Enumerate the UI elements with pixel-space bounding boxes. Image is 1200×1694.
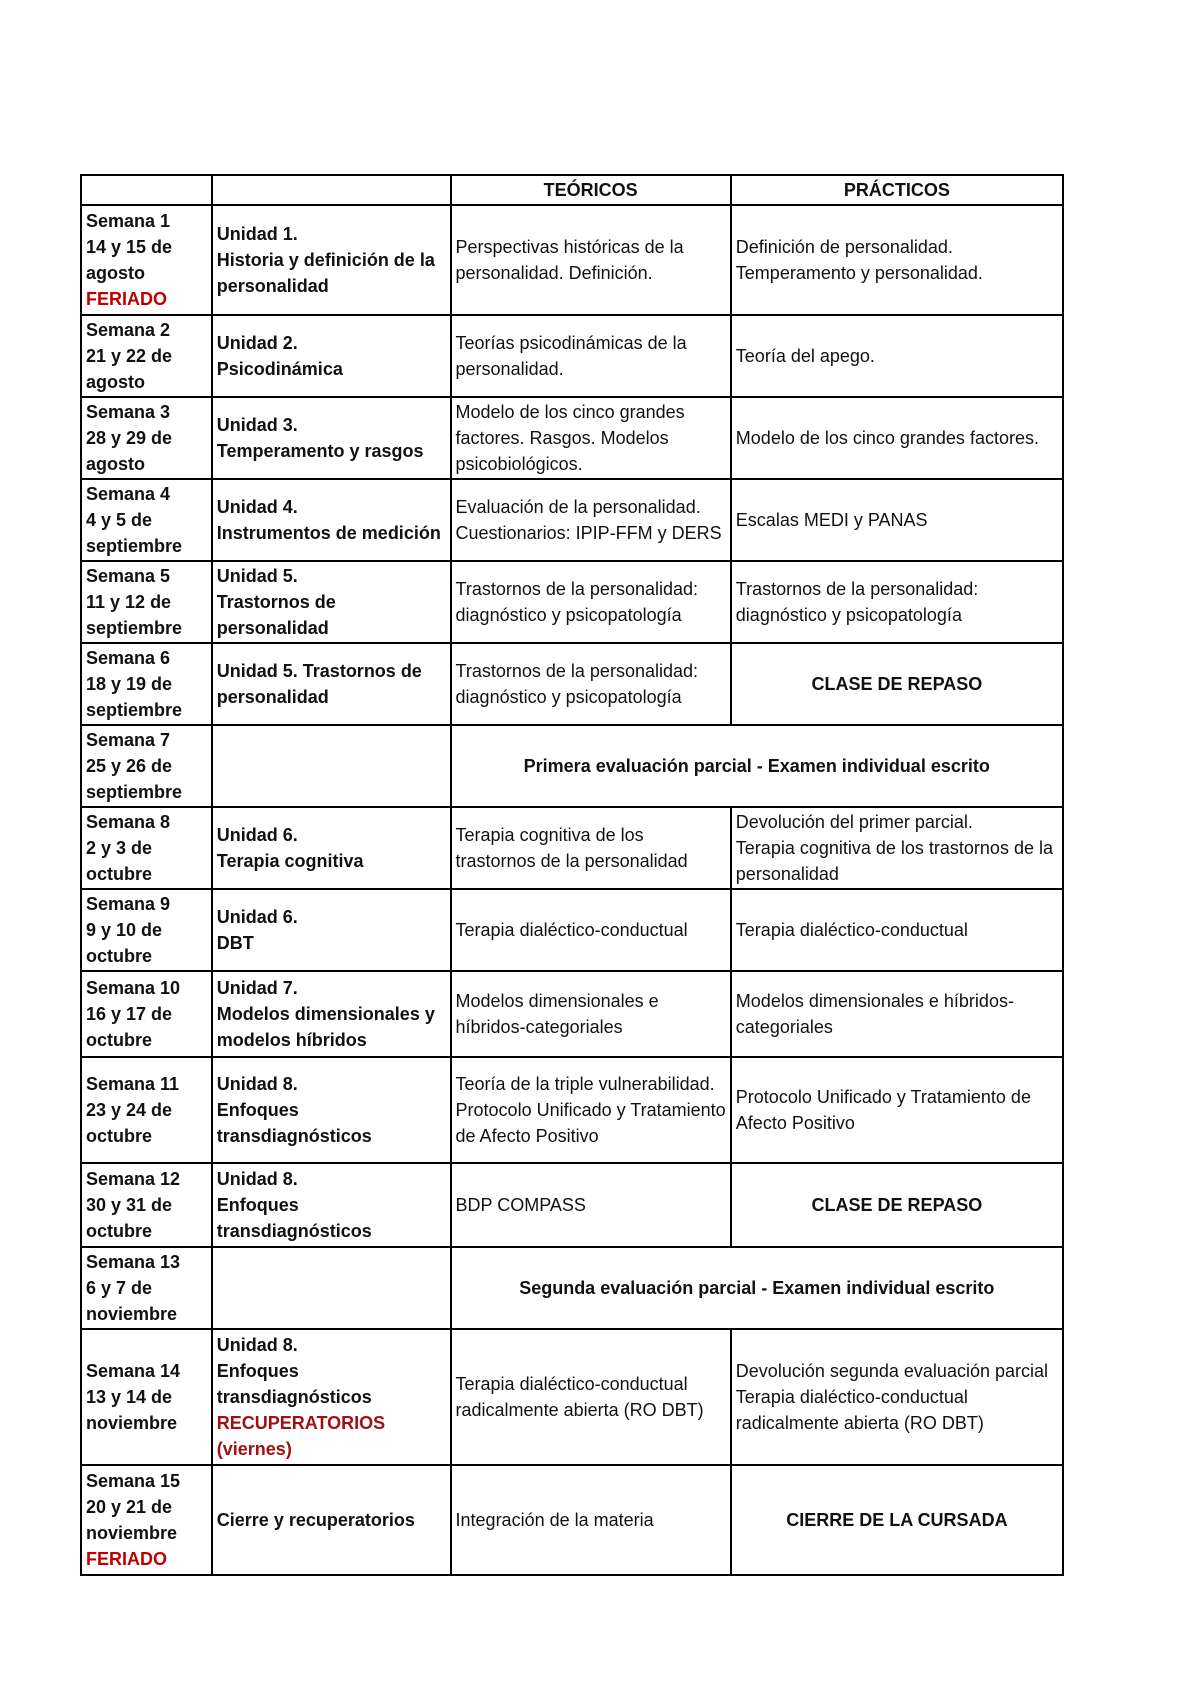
header-week-cell [81, 175, 212, 205]
unit-cell [212, 1329, 451, 1465]
week-label: Semana 5 [86, 566, 171, 586]
practico-cell [731, 807, 1063, 889]
practico-cell: Escalas MEDI y PANAS [731, 479, 1063, 561]
unit-name: Enfoques transdiagnósticos [216, 1361, 372, 1407]
unit-name: Enfoques transdiagnósticos [216, 1100, 372, 1146]
unit-cell [212, 561, 451, 643]
unit-title: Unidad 8. [216, 1169, 298, 1189]
unit-cell [212, 479, 451, 561]
week-label: Semana 1 [86, 211, 171, 231]
week-label: Semana 12 [86, 1169, 181, 1189]
unit-name: Temperamento y rasgos [216, 441, 424, 461]
practico-cell: CLASE DE REPASO [731, 643, 1063, 725]
table-row [81, 1057, 1063, 1163]
unit-title: Unidad 4. [216, 497, 298, 517]
header-unit-cell [212, 175, 451, 205]
unit-title: Unidad 6. [216, 907, 298, 927]
week-cell [81, 315, 212, 397]
practico-cell: Teoría del apego. [731, 315, 1063, 397]
week-cell [81, 479, 212, 561]
unit-title: Unidad 2. [216, 333, 298, 353]
table-row [81, 1329, 1063, 1465]
unit-name: Trastornos de personalidad [216, 592, 336, 638]
table-row [81, 205, 1063, 315]
week-cell [81, 807, 212, 889]
unit-cell [212, 725, 451, 807]
unit-cell [212, 971, 451, 1057]
practico-cell: Modelo de los cinco grandes factores. [731, 397, 1063, 479]
week-label: Semana 6 [86, 648, 171, 668]
table-row [81, 315, 1063, 397]
table-row [81, 1247, 1063, 1329]
table-row [81, 889, 1063, 971]
week-label: Semana 11 [86, 1074, 180, 1094]
table-row [81, 725, 1063, 807]
week-cell [81, 1247, 212, 1329]
unit-title: Unidad 8. [216, 1074, 298, 1094]
week-dates: 30 y 31 de octubre [86, 1195, 173, 1241]
week-dates: 25 y 26 de septiembre [86, 756, 183, 802]
schedule-table [80, 174, 1064, 1576]
teorico-cell: Trastornos de la personalidad: diagnóstico y psicopatología [451, 643, 731, 725]
table-row [81, 971, 1063, 1057]
unit-cell [212, 1465, 451, 1575]
unit-name: Terapia cognitiva [216, 851, 364, 871]
week-cell [81, 205, 212, 315]
table-row [81, 479, 1063, 561]
unit-cell [212, 315, 451, 397]
week-dates: 16 y 17 de octubre [86, 1004, 173, 1050]
unit-name: Instrumentos de medición [216, 523, 441, 543]
recuperatorios-note: RECUPERATORIOS (viernes) [216, 1413, 386, 1459]
week-cell [81, 889, 212, 971]
teorico-cell: Trastornos de la personalidad: diagnóstico y psicopatología [451, 561, 731, 643]
header-row [81, 175, 1063, 205]
week-dates: 14 y 15 de agosto [86, 237, 173, 283]
teorico-cell: Perspectivas históricas de la personalidad. Definición. [451, 205, 731, 315]
teorico-cell: Teoría de la triple vulnerabilidad. Protocolo Unificado y Tratamiento de Afecto Positivo [451, 1057, 731, 1163]
table-row [81, 807, 1063, 889]
holiday-note: FERIADO [86, 1549, 167, 1569]
practico-line: Devolución del primer parcial. [735, 812, 973, 832]
exam-cell: Primera evaluación parcial - Examen individual escrito [451, 725, 1063, 807]
practico-cell: Definición de personalidad. Temperamento y personalidad. [731, 205, 1063, 315]
practico-cell: Trastornos de la personalidad: diagnóstico y psicopatología [731, 561, 1063, 643]
week-cell [81, 1163, 212, 1247]
week-label: Semana 8 [86, 812, 171, 832]
table-row [81, 1465, 1063, 1575]
week-cell [81, 643, 212, 725]
week-dates: 21 y 22 de agosto [86, 346, 173, 392]
unit-title: Unidad 5. Trastornos de personalidad [216, 661, 422, 707]
practico-line: Devolución segunda evaluación parcial [735, 1361, 1049, 1381]
practico-cell [731, 1329, 1063, 1465]
week-dates: 2 y 3 de octubre [86, 838, 153, 884]
practico-cell: Modelos dimensionales e híbridos-categoriales [731, 971, 1063, 1057]
week-label: Semana 4 [86, 484, 171, 504]
week-label: Semana 2 [86, 320, 171, 340]
unit-name: Historia y definición de la personalidad [216, 250, 435, 296]
practico-line: Terapia cognitiva de los trastornos de la personalidad [735, 838, 1053, 884]
week-label: Semana 10 [86, 978, 181, 998]
week-cell [81, 725, 212, 807]
header-practicos: PRÁCTICOS [731, 175, 1063, 205]
unit-title: Unidad 3. [216, 415, 298, 435]
week-dates: 23 y 24 de octubre [86, 1100, 173, 1146]
teorico-cell: Modelo de los cinco grandes factores. Rasgos. Modelos psicobiológicos. [451, 397, 731, 479]
week-dates: 20 y 21 de noviembre [86, 1497, 178, 1543]
unit-cell [212, 205, 451, 315]
week-dates: 4 y 5 de septiembre [86, 510, 183, 556]
teorico-cell: Terapia cognitiva de los trastornos de la personalidad [451, 807, 731, 889]
teorico-cell: Teorías psicodinámicas de la personalidad. [451, 315, 731, 397]
week-dates: 13 y 14 de noviembre [86, 1387, 178, 1433]
unit-cell [212, 1247, 451, 1329]
week-label: Semana 15 [86, 1471, 181, 1491]
week-label: Semana 9 [86, 894, 171, 914]
unit-title: Unidad 6. [216, 825, 298, 845]
unit-title: Unidad 1. [216, 224, 298, 244]
unit-cell [212, 397, 451, 479]
week-dates: 11 y 12 de septiembre [86, 592, 183, 638]
unit-name: Psicodinámica [216, 359, 343, 379]
week-cell [81, 1465, 212, 1575]
week-label: Semana 13 [86, 1252, 181, 1272]
unit-cell [212, 1163, 451, 1247]
week-label: Semana 14 [86, 1361, 181, 1381]
unit-title: Unidad 7. [216, 978, 298, 998]
practico-cell: CIERRE DE LA CURSADA [731, 1465, 1063, 1575]
week-dates: 9 y 10 de octubre [86, 920, 163, 966]
unit-title: Unidad 5. [216, 566, 298, 586]
practico-cell: CLASE DE REPASO [731, 1163, 1063, 1247]
week-cell [81, 1057, 212, 1163]
week-cell [81, 397, 212, 479]
week-label: Semana 3 [86, 402, 171, 422]
teorico-cell: Terapia dialéctico-conductual [451, 889, 731, 971]
week-dates: 28 y 29 de agosto [86, 428, 173, 474]
teorico-cell: Terapia dialéctico-conductual radicalmente abierta (RO DBT) [451, 1329, 731, 1465]
unit-name: Enfoques transdiagnósticos [216, 1195, 372, 1241]
teorico-cell: Integración de la materia [451, 1465, 731, 1575]
table-row [81, 561, 1063, 643]
holiday-note: FERIADO [86, 289, 167, 309]
week-cell [81, 1329, 212, 1465]
table-row [81, 643, 1063, 725]
unit-title: Cierre y recuperatorios [216, 1510, 415, 1530]
unit-title: Unidad 8. [216, 1335, 298, 1355]
unit-cell [212, 889, 451, 971]
unit-cell [212, 643, 451, 725]
week-cell [81, 971, 212, 1057]
header-teoricos: TEÓRICOS [451, 175, 731, 205]
teorico-cell: Evaluación de la personalidad. Cuestionarios: IPIP-FFM y DERS [451, 479, 731, 561]
unit-cell [212, 807, 451, 889]
unit-cell [212, 1057, 451, 1163]
week-dates: 6 y 7 de noviembre [86, 1278, 178, 1324]
week-label: Semana 7 [86, 730, 171, 750]
practico-line: Terapia dialéctico-conductual radicalmente abierta (RO DBT) [735, 1387, 984, 1433]
exam-cell: Segunda evaluación parcial - Examen individual escrito [451, 1247, 1063, 1329]
table-row [81, 397, 1063, 479]
unit-name: DBT [216, 933, 254, 953]
teorico-cell: Modelos dimensionales e híbridos-categoriales [451, 971, 731, 1057]
week-dates: 18 y 19 de septiembre [86, 674, 183, 720]
practico-cell: Protocolo Unificado y Tratamiento de Afecto Positivo [731, 1057, 1063, 1163]
week-cell [81, 561, 212, 643]
table-row [81, 1163, 1063, 1247]
teorico-cell: BDP COMPASS [451, 1163, 731, 1247]
practico-cell: Terapia dialéctico-conductual [731, 889, 1063, 971]
unit-name: Modelos dimensionales y modelos híbridos [216, 1004, 435, 1050]
